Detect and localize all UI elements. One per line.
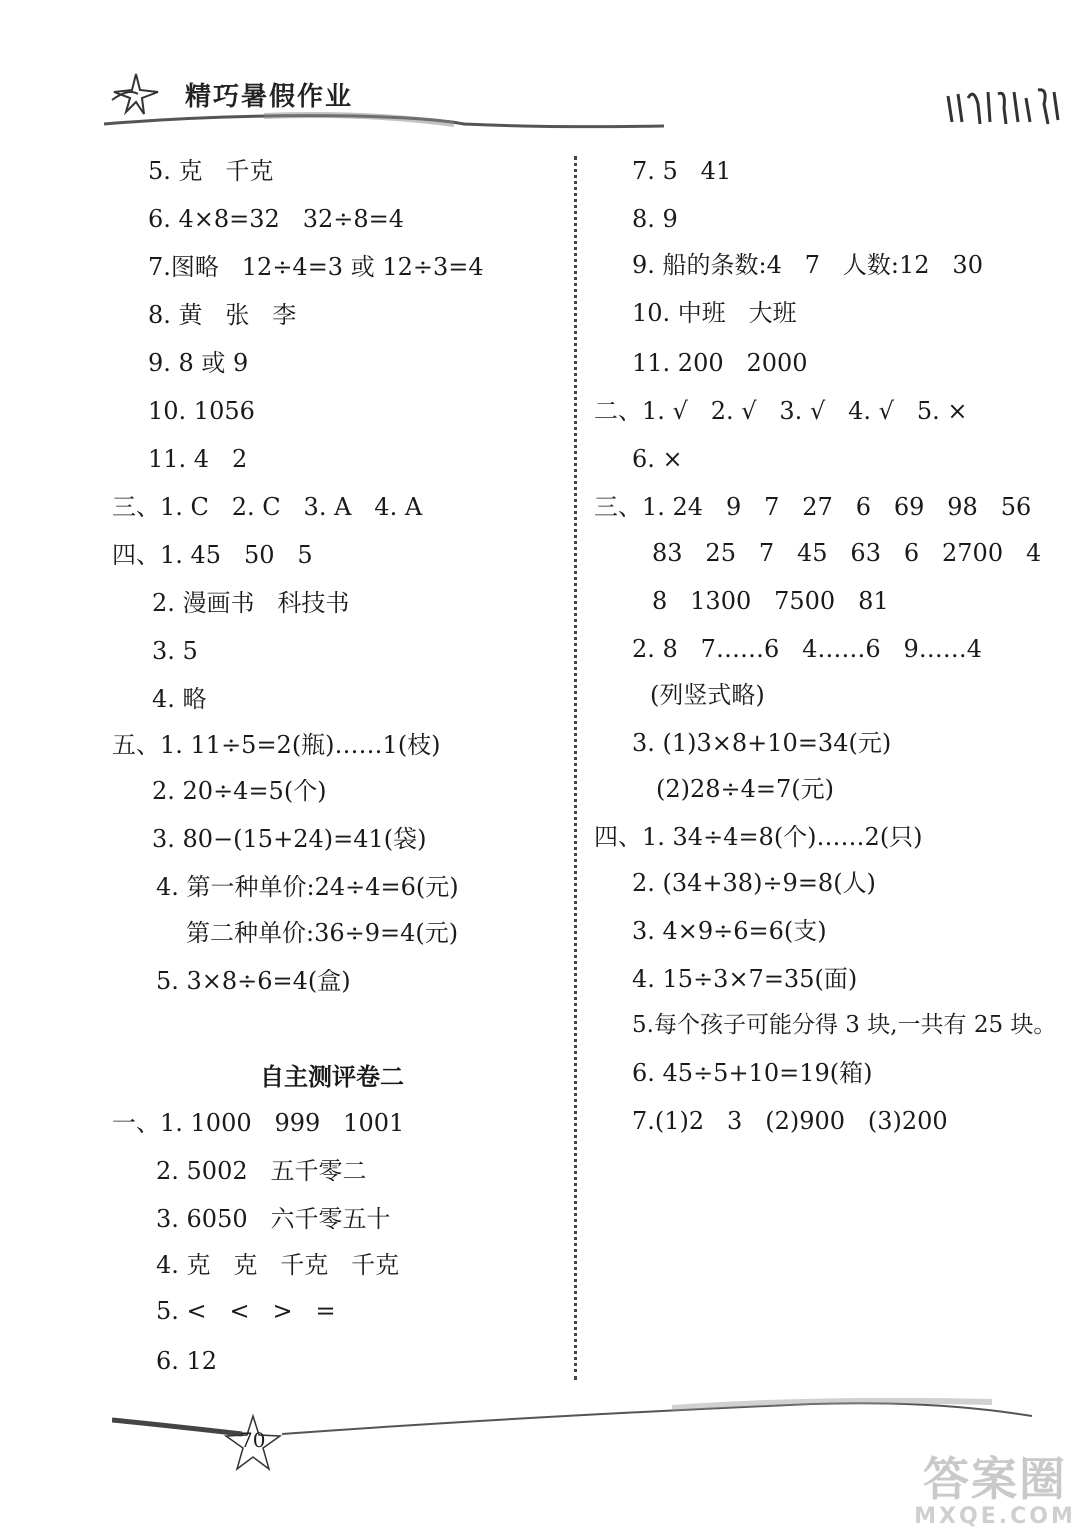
answer-line: 8 1300 7500 81 — [652, 587, 889, 615]
answer-line: 4. 15÷3×7=35(面) — [632, 965, 858, 993]
answer-line: 7.图略 12÷4=3 或 12÷3=4 — [148, 253, 484, 281]
answer-line: 四、1. 45 50 5 — [112, 541, 313, 569]
answer-line: 10. 1056 — [148, 397, 255, 425]
answer-line: 8. 黄 张 李 — [148, 301, 297, 329]
answer-line: 一、1. 1000 999 1001 — [112, 1109, 405, 1137]
watermark-url: MXQE.COM — [914, 1504, 1076, 1529]
answer-line: 三、1. C 2. C 3. A 4. A — [112, 493, 423, 521]
answer-line: 5.每个孩子可能分得 3 块,一共有 25 块。 — [632, 1012, 1057, 1038]
answer-line: 2. (34+38)÷9=8(人) — [632, 869, 876, 897]
answer-line: 2. 5002 五千零二 — [156, 1157, 367, 1185]
answer-line: 9. 8 或 9 — [148, 349, 249, 377]
answer-line: 3. 4×9÷6=6(支) — [632, 917, 827, 945]
answer-line: 5. < < > = — [156, 1297, 336, 1325]
answer-line: 5. 克 千克 — [148, 157, 274, 185]
answer-line: 6. 12 — [156, 1347, 218, 1375]
answer-line: (列竖式略) — [650, 681, 765, 709]
answer-line: 6. 4×8=32 32÷8=4 — [148, 205, 405, 233]
answer-line: 9. 船的条数:4 7 人数:12 30 — [632, 251, 983, 279]
answer-line: 3. 80−(15+24)=41(袋) — [152, 825, 427, 853]
answer-line: 6. × — [632, 445, 683, 473]
decorative-scribble-icon — [944, 84, 1064, 128]
watermark — [906, 1452, 1084, 1532]
column-divider — [574, 156, 577, 1380]
answer-line: 10. 中班 大班 — [632, 299, 797, 327]
answer-line: 2. 20÷4=5(个) — [152, 777, 327, 805]
answer-line: 4. 克 克 千克 千克 — [156, 1251, 400, 1279]
answer-line: 4. 第一种单价:24÷4=6(元) — [156, 873, 459, 901]
answer-line: 第二种单价:36÷9=4(元) — [186, 919, 459, 947]
page-number: 70 — [240, 1428, 266, 1452]
answer-line: 2. 8 7……6 4……6 9……4 — [632, 635, 983, 663]
answer-line: 二、1. √ 2. √ 3. √ 4. √ 5. × — [594, 397, 968, 425]
answer-line: 83 25 7 45 63 6 2700 4 — [652, 539, 1042, 567]
answer-line: 三、1. 24 9 7 27 6 69 98 56 — [594, 493, 1032, 521]
answer-line: 4. 略 — [152, 685, 207, 713]
header-divider — [104, 110, 664, 132]
answer-line: 2. 漫画书 科技书 — [152, 589, 350, 617]
answer-line: (2)28÷4=7(元) — [656, 775, 835, 803]
answer-line: 3. (1)3×8+10=34(元) — [632, 729, 892, 757]
answer-line: 7.(1)2 3 (2)900 (3)200 — [632, 1107, 948, 1135]
answer-line: 8. 9 — [632, 205, 678, 233]
answer-line: 11. 4 2 — [148, 445, 248, 473]
answer-line: 5. 3×8÷6=4(盒) — [156, 967, 351, 995]
answer-line: 6. 45÷5+10=19(箱) — [632, 1059, 873, 1087]
answer-line: 五、1. 11÷5=2(瓶)……1(枝) — [112, 731, 441, 759]
answer-line: 四、1. 34÷4=8(个)……2(只) — [594, 823, 923, 851]
section-title: 自主测评卷二 — [260, 1063, 404, 1091]
watermark-logo-text: 答案圈 — [923, 1452, 1067, 1506]
header-title: 精巧暑假作业 — [185, 82, 354, 112]
answer-line: 3. 6050 六千零五十 — [156, 1205, 391, 1233]
answer-line: 3. 5 — [152, 637, 198, 665]
answer-line: 7. 5 41 — [632, 157, 732, 185]
answer-line: 11. 200 2000 — [632, 349, 808, 377]
